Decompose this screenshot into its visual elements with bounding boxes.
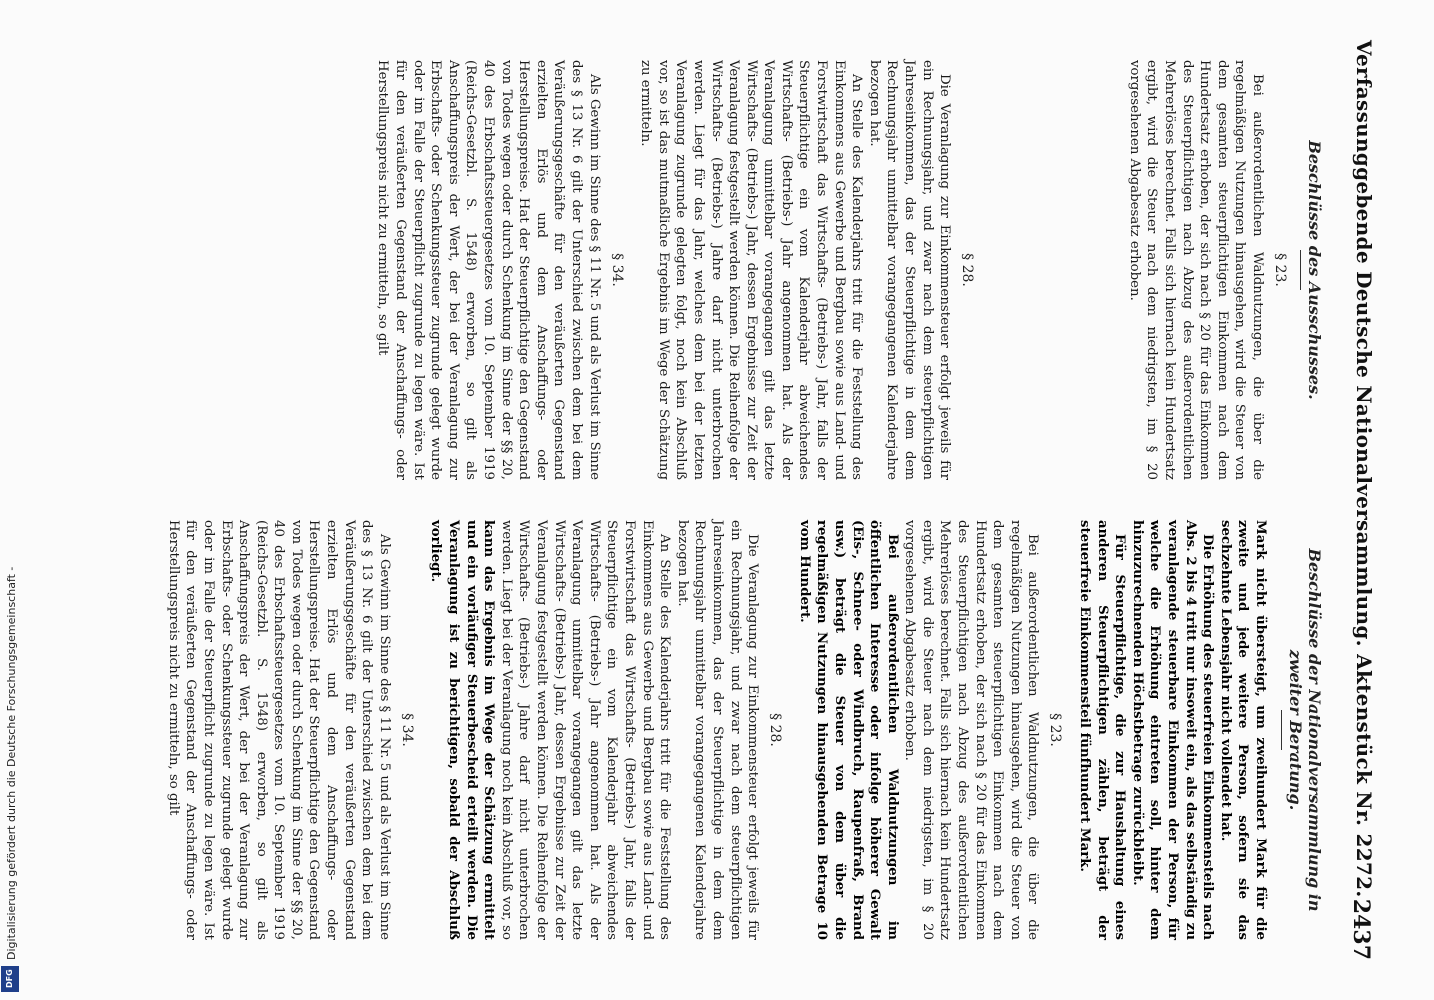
page-header <box>1344 40 1378 960</box>
paragraph-top-bold: Mark nicht übersteigt, um zweihundert Mark für die zweite und jede weitere Person, sofern sie das sechzehnte Lebensjahr nicht vollendet hat. <box>1217 520 1268 940</box>
paragraph-23-right: Bei außerordentlichen Waldnutzungen, die über die regelmäßigen Nutzungen hinausgehen, wird die Steuer von dem gesamten steuerpflichtigen Einkommen nach dem Hundertsatz erhoben, der sich nach § 20 für das Einkommen des Steuerpflichtigen nach Abzug des außerordentlichen Mehrerlöses berechnet. Falls sich hiernach kein Hundertsatz ergibt, wird die Steuer nach dem niedrigsten, im § 20 vorgesehenen Abgabesatz erhoben. <box>902 520 1041 940</box>
paragraph-top-bold-3: Für Steuerpflichtige, die zur Haushaltung eines anderen Steuerpflichtigen zählen, beträgt der steuerfreie Einkommensteil fünfhundert Mark. <box>1077 520 1128 940</box>
right-column-heading: Beschlüsse der Nationalversammlung in zweiter Beratung. <box>1286 548 1324 912</box>
paragraph-34-left: Als Gewinn im Sinne des § 11 Nr. 5 und als Verlust im Sinne des § 13 Nr. 6 gilt der Unterschied zwischen dem bei dem Veräußerungsgeschäfte für den veräußerten Gegenstand erzielten Erlös und dem Anschaffungs- oder Herstellungspreise. Hat der Steuerpflichtige den Gegenstand von Todes wegen oder durch Schenkung im Sinne der §§ 20, 40 des Erbschaftssteuergesetzes vom 10. September 1919 (Reichs-Gesetzbl. S. 1548) erworben, so gilt als Anschaffungspreis der Wert, der bei der Veranlagung zur Erbschafts- oder Schenkungssteuer zugrunde gelegt wurde oder im Falle der Steuerpflicht zugrunde zu legen wäre. Ist für den veräußerten Gegenstand der Anschaffungs- oder Herstellungspreis nicht zu ermitteln, so gilt <box>375 60 602 480</box>
section-23-left: § 23. <box>1272 253 1288 287</box>
credit-text: Digitalisierung gefördert durch die Deutsche Forschungsgemeinschaft - <box>5 566 18 960</box>
paragraph-28a-right: Die Veranlagung zur Einkommensteuer erfolgt jeweils für ein Rechnungsjahr, und zwar nach dem steuerpflichtigen Jahreseinkommen, das der Steuerpflichtige in dem dem Rechnungsjahr unmittelbar vorangegangenen Kalenderjahre bezogen hat. <box>674 520 761 940</box>
paragraph-28a-left: Die Veranlagung zur Einkommensteuer erfolgt jeweils für ein Rechnungsjahr, und zwar nach dem steuerpflichtigen Jahreseinkommen, das der Steuerpflichtige in dem dem Rechnungsjahr unmittelbar vorangegangenen Kalenderjahre bezogen hat. <box>866 60 953 480</box>
page-number: 2437 <box>1348 898 1374 960</box>
section-23-right: § 23. <box>1047 713 1064 747</box>
paragraph-28b-text: An Stelle des Kalenderjahrs tritt für die Feststellung des Einkommens aus Gewerbe und Bergbau sowie aus Land- und Forstwirtschaft das Wirtschafts- (Betriebs-) Jahr, falls der Steuerpflichtige ein vom Kalenderjahr abweichendes Wirtschafts- (Betriebs-) Jahr angenommen hat. Als der Veranlagung unmittelbar vorangegangen gilt das letzte Wirtschafts- (Betriebs-) Jahr, dessen Ergebnisse zur Zeit der Veranlagung festgestellt werden können. Die Reihenfolge der Wirtschafts- (Betriebs-) Jahre darf nicht unterbrochen werden. Liegt bei der Veranlagung noch kein Abschluß vor, so <box>498 520 673 940</box>
digitization-credit <box>2 10 22 960</box>
section-28-left: § 28. <box>959 253 976 287</box>
paragraph-23-bold: Bei außerordentlichen Waldnutzungen im öffentlichen Interesse oder infolge höherer Gewalt (Eis-, Schnee- oder Windbruch, Raupenfraß, Brand usw.) beträgt die Steuer von dem über die regelmäßigen Nutzungen hinausgehenden Betrage 10 vom Hundert. <box>796 520 900 940</box>
divider <box>1300 250 1301 290</box>
right-column <box>164 520 1324 940</box>
section-34-left: § 34. <box>608 253 625 287</box>
left-column <box>374 60 1324 480</box>
dfg-logo: DFG <box>1 966 19 992</box>
left-column-heading: Beschlüsse des Ausschusses. <box>1305 140 1324 400</box>
page-title: Verfassunggebende Deutsche Nationalversammlung. Aktenstück Nr. 2272. <box>1352 40 1376 898</box>
divider <box>1281 710 1282 750</box>
section-28-right: § 28. <box>767 713 784 747</box>
paragraph-23-left: Bei außerordentlichen Waldnutzungen, die über die regelmäßigen Nutzungen hinausgehen, wird die Steuer von dem gesamten steuerpflichtigen Einkommen nach dem Hundertsatz erhoben, der sich nach § 20 für das Einkommen des Steuerpflichtigen nach Abzug des außerordentlichen Mehrerlöses berechnet. Falls sich hiernach kein Hundertsatz ergibt, wird die Steuer nach dem niedrigsten, im § 20 vorgesehenen Abgabesatz erhoben. <box>1126 60 1265 480</box>
paragraph-28b-bold: kann das Ergebnis im Wege der Schätzung ermittelt und ein vorläufiger Steuerbescheid erteilt werden. Die Veranlagung ist zu berichtigen, sobald der Abschluß vorliegt. <box>428 520 497 940</box>
paragraph-34-right: Als Gewinn im Sinne des § 11 Nr. 5 und als Verlust im Sinne des § 13 Nr. 6 gilt der Unterschied zwischen dem bei dem Veräußerungsgeschäfte für den veräußerten Gegenstand erzielten Erlös und dem Anschaffungs- oder Herstellungspreise. Hat der Steuerpflichtige den Gegenstand von Todes wegen oder durch Schenkung im Sinne der §§ 20, 40 des Erbschaftssteuergesetzes vom 10. September 1919 (Reichs-Gesetzbl. S. 1548) erworben, so gilt als Anschaffungspreis der Wert, der bei der Veranlagung zur Erbschafts- oder Schenkungssteuer zugrunde gelegt wurde oder im Falle der Steuerpflicht zugrunde zu legen wäre. Ist für den veräußerten Gegenstand der Anschaffungs- oder Herstellungspreis nicht zu ermitteln, so gilt <box>165 520 392 940</box>
section-34-right: § 34. <box>398 713 415 747</box>
paragraph-28b-left: An Stelle des Kalenderjahrs tritt für die Feststellung des Einkommens aus Gewerbe und Bergbau sowie aus Land- und Forstwirtschaft das Wirtschafts- (Betriebs-) Jahr, falls der Steuerpflichtige ein vom Kalenderjahr abweichendes Wirtschafts- (Betriebs-) Jahr angenommen hat. Als der Veranlagung unmittelbar vorangegangen gilt das letzte Wirtschafts- (Betriebs-) Jahr, dessen Ergebnisse zur Zeit der Veranlagung festgestellt werden können. Die Reihenfolge der Wirtschafts- (Betriebs-) Jahre darf nicht unterbrochen werden. Liegt für das Jahr, welches dem bei der letzten Veranlagung zugrunde gelegten folgt, noch kein Abschluß vor, so ist das mutmaßliche Ergebnis im Wege der Schätzung zu ermitteln. <box>638 60 865 480</box>
paragraph-28b-right <box>427 520 673 940</box>
paragraph-top-bold-2: Die Erhöhung des steuerfreien Einkommensteils nach Abs. 2 bis 4 tritt nur insoweit ein, als das selbständig zu veranlagende steuerbare Einkommen der Person, für welche die Erhöhung eintreten soll, hinter dem hinzuzurechnenden Höchstbetrage zurückbleibt. <box>1129 520 1216 940</box>
